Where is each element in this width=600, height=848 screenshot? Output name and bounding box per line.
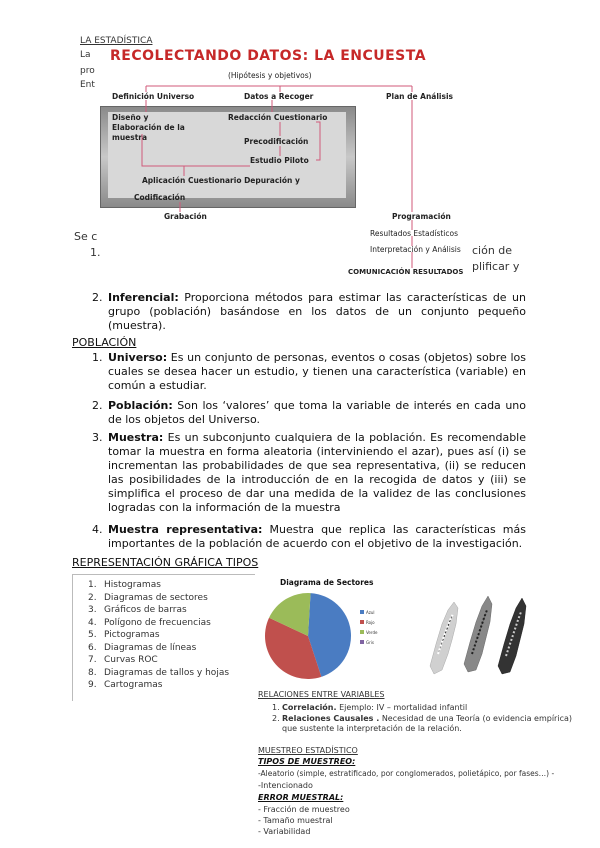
underlying-line: La xyxy=(80,50,91,60)
underlying-heading: LA ESTADÍSTICA xyxy=(80,36,153,46)
relaciones-item xyxy=(282,703,467,712)
map-dark xyxy=(498,598,526,674)
poblacion-heading: POBLACIÓN xyxy=(72,336,137,349)
poblacion-item-muestra xyxy=(108,431,526,515)
error-item: - Variabilidad xyxy=(258,827,311,836)
poblacion-item-representativa xyxy=(108,523,526,551)
relaciones-num: 1. xyxy=(272,703,280,712)
flowchart-coding: Codificación xyxy=(134,193,186,202)
underlying-line: pro xyxy=(80,66,95,76)
poblacion-num: 1. xyxy=(92,351,103,364)
relaciones-text: Necesidad de una Teoría (o evidencia empírica) que sustente la interpretación de la relación. xyxy=(282,714,572,733)
cartogram-maps xyxy=(424,584,530,682)
representacion-num: 8. xyxy=(88,667,97,678)
connector-line xyxy=(316,122,320,160)
representacion-item: Diagramas de sectores xyxy=(104,592,208,603)
flowchart-application: Aplicación Cuestionario Depuración y xyxy=(142,176,300,185)
underlying-line: ción de xyxy=(472,244,513,257)
tipos-line: -Aleatorio (simple, estratificado, por conglomerados, polietápico, por fases…) - xyxy=(258,769,555,778)
representacion-num: 6. xyxy=(88,642,97,653)
flowchart-hypothesis: (Hipótesis y objetivos) xyxy=(228,71,312,80)
relaciones-num: 2. xyxy=(272,714,280,723)
underlying-line: Ent xyxy=(80,80,95,90)
map-medium xyxy=(464,596,492,672)
legend-swatch xyxy=(360,610,364,614)
representacion-item: Polígono de frecuencias xyxy=(104,617,211,628)
poblacion-term: Muestra representativa: xyxy=(108,523,263,536)
representacion-num: 7. xyxy=(88,655,97,665)
flowchart-recording: Grabación xyxy=(164,212,207,221)
poblacion-text: Son los ‘valores’ que toma la variable de interés en cada uno de los objetos del Universo. xyxy=(108,399,526,426)
representacion-item: Cartogramas xyxy=(104,680,163,690)
flowchart-pilot: Estudio Piloto xyxy=(250,156,309,165)
flowchart-interpretation: Interpretación y Análisis xyxy=(370,245,461,254)
inferential-text: Proporciona métodos para estimar las características de un grupo (población) basándose en los datos de un conjunto pequeño (muestra). xyxy=(108,291,526,332)
representacion-num: 1. xyxy=(88,580,97,590)
representacion-num: 3. xyxy=(88,605,97,615)
representacion-num: 4. xyxy=(88,617,97,628)
muestreo-heading: MUESTREO ESTADÍSTICO xyxy=(258,746,358,755)
pie-chart xyxy=(258,588,418,688)
representacion-item: Diagramas de líneas xyxy=(104,642,197,653)
poblacion-num: 3. xyxy=(92,431,103,444)
representacion-num: 5. xyxy=(88,630,97,640)
legend-swatch xyxy=(360,630,364,634)
poblacion-text: Es un subconjunto cualquiera de la población. Es recomendable tomar la muestra en forma aleatoria (interviniendo el azar), pues así (i) se incrementan las probabilidades de que sea representativa, (ii) se reducen las posibilidades de la introducción de en la recogida de datos y (iii) se simplifica el proceso de dar una medida de la validez de las conclusiones logradas con la información de la muestra xyxy=(108,431,526,514)
poblacion-num: 2. xyxy=(92,399,103,412)
inferential-term: Inferencial: xyxy=(108,291,179,304)
relaciones-item xyxy=(282,714,582,734)
representacion-num: 9. xyxy=(88,680,97,690)
representacion-item: Pictogramas xyxy=(104,630,160,640)
relaciones-term: Correlación. xyxy=(282,703,337,712)
legend-label: Gris xyxy=(366,640,374,645)
flowchart-plan: Plan de Análisis xyxy=(386,92,453,101)
map-light xyxy=(430,602,458,674)
error-item: - Fracción de muestreo xyxy=(258,805,350,814)
error-heading: ERROR MUESTRAL: xyxy=(258,793,344,802)
legend-label: Rojo xyxy=(366,620,375,625)
representacion-item: Histogramas xyxy=(104,580,161,590)
chart-title: Diagrama de Sectores xyxy=(280,578,374,587)
underlying-num: 1. xyxy=(90,246,101,259)
poblacion-num: 4. xyxy=(92,523,103,536)
flowchart-results: Resultados Estadísticos xyxy=(370,229,458,238)
representacion-item: Diagramas de tallos y hojas xyxy=(104,667,230,678)
legend-swatch xyxy=(360,620,364,624)
poblacion-text: Es un conjunto de personas, eventos o cosas (objetos) sobre los cuales se desea hacer un estudio, y tienen una característica (variable) en común a estudiar. xyxy=(108,351,526,392)
inferential-item xyxy=(108,291,526,333)
relaciones-text: Ejemplo: IV – mortalidad infantil xyxy=(339,703,468,712)
flowchart-design: Diseño y Elaboración de la muestra xyxy=(112,113,185,142)
flowchart-universe: Definición Universo xyxy=(112,92,195,101)
flowchart-questionnaire: Redacción Cuestionario xyxy=(228,113,328,122)
representacion-num: 2. xyxy=(88,592,97,603)
flowchart-precoding: Precodificación xyxy=(244,137,309,146)
poblacion-term: Muestra: xyxy=(108,431,164,444)
inferential-num: 2. xyxy=(92,291,103,304)
poblacion-text: Muestra que replica las características más importantes de la población de acuerdo con el objetivo de la investigación. xyxy=(108,523,526,550)
connector-line xyxy=(142,134,184,176)
flowchart-data: Datos a Recoger xyxy=(244,92,314,101)
relaciones-term: Relaciones Causales . xyxy=(282,714,380,723)
representacion-heading: REPRESENTACIÓN GRÁFICA TIPOS xyxy=(72,556,259,569)
underlying-sec: Se c xyxy=(74,230,98,243)
error-item: - Tamaño muestral xyxy=(258,816,333,825)
poblacion-term: Universo: xyxy=(108,351,168,364)
flowchart-title: RECOLECTANDO DATOS: LA ENCUESTA xyxy=(110,48,427,64)
poblacion-item-poblacion xyxy=(108,399,526,427)
legend-label: Verde xyxy=(366,630,378,635)
relaciones-heading: RELACIONES ENTRE VARIABLES xyxy=(258,690,385,699)
underlying-line: plificar y xyxy=(472,260,520,273)
representacion-item: Curvas ROC xyxy=(104,655,158,665)
tipos-heading: TIPOS DE MUESTREO: xyxy=(258,757,356,766)
poblacion-item-universo xyxy=(108,351,526,393)
tipos-line: -Intencionado xyxy=(258,781,313,790)
poblacion-term: Población: xyxy=(108,399,173,412)
flowchart-communication: COMUNICACIÓN RESULTADOS xyxy=(348,268,464,276)
legend-label: Azul xyxy=(366,610,375,615)
legend-swatch xyxy=(360,640,364,644)
representacion-item: Gráficos de barras xyxy=(104,605,187,615)
flowchart-programming: Programación xyxy=(392,212,451,221)
